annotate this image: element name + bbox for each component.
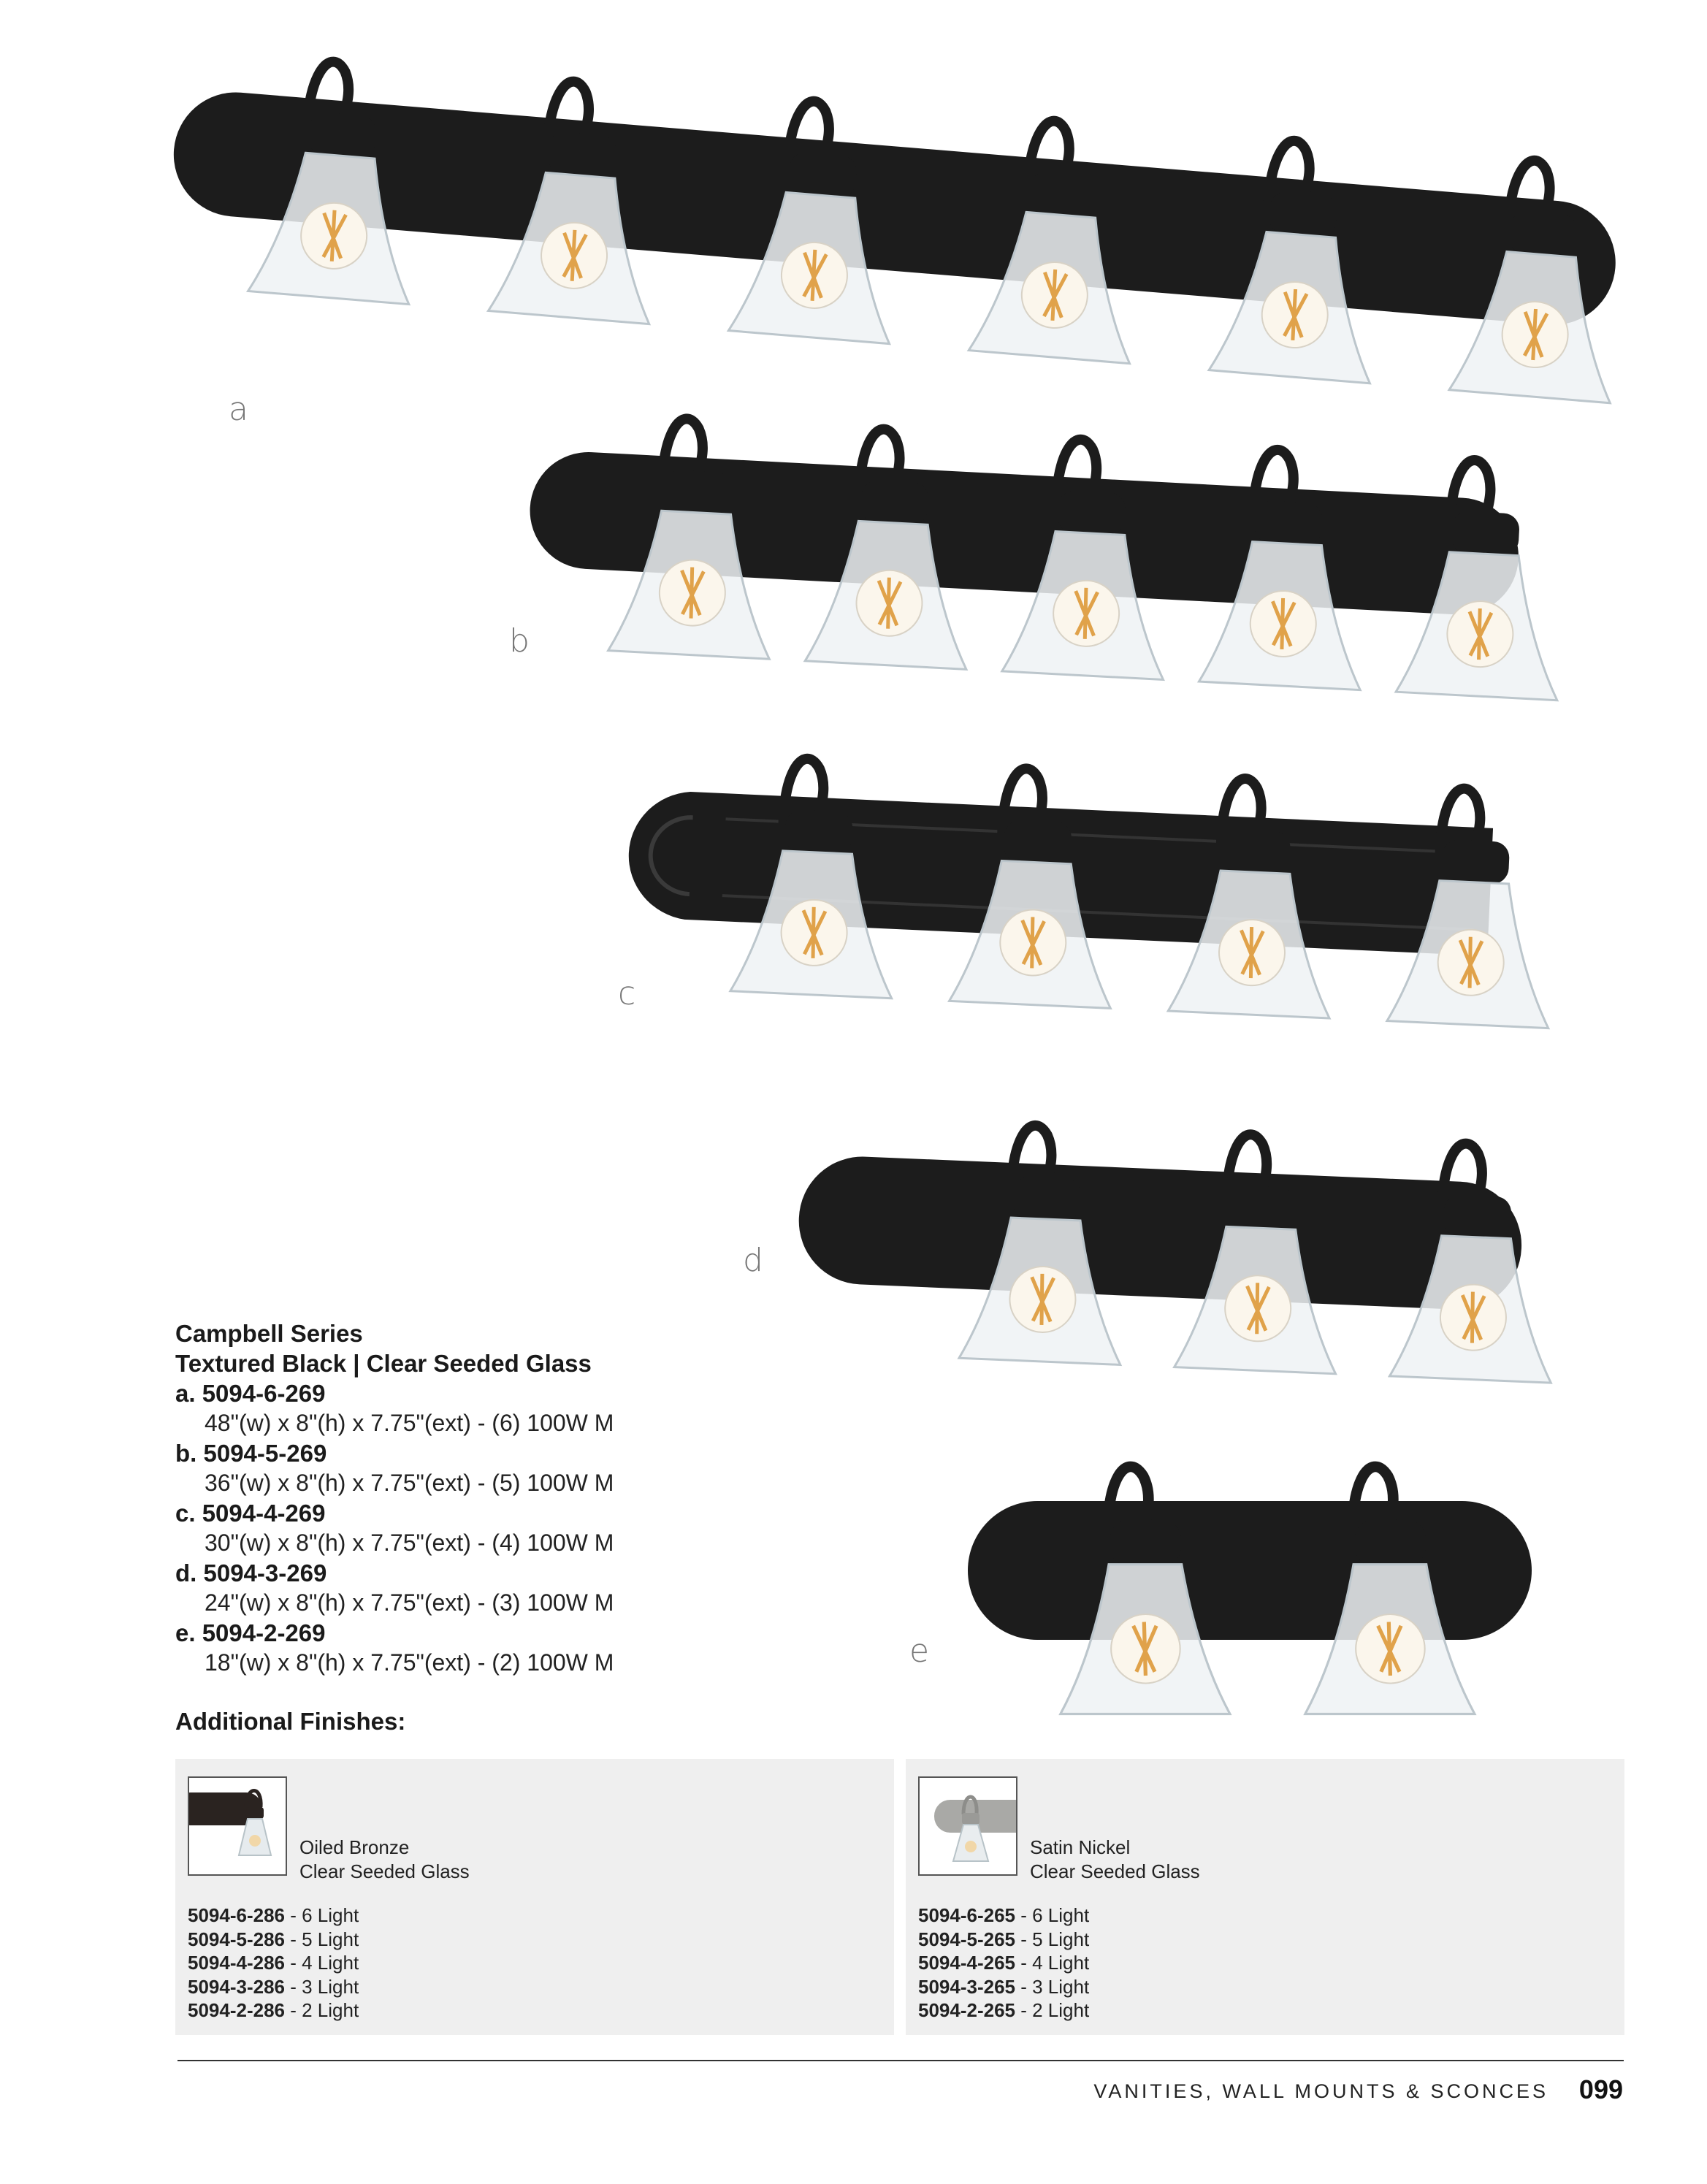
lamp-cap: [1057, 490, 1126, 536]
sku-code: 5094-5-286: [188, 1928, 285, 1950]
fixture-b-image: [535, 405, 1558, 698]
spec-block: [175, 1318, 906, 1678]
additional-finishes-title: Additional Finishes:: [175, 1708, 406, 1735]
lamp-cap: [1441, 839, 1511, 885]
oiled-bronze-thumb-svg: [189, 1778, 287, 1876]
fixture-b-svg: [535, 405, 1558, 698]
lamp-cap: [1451, 511, 1520, 557]
fixture-d-svg: [803, 1110, 1607, 1402]
footer-section-title: VANITIES, WALL MOUNTS & SCONCES: [1093, 2080, 1548, 2102]
spec-sku: c. 5094-4-269: [175, 1500, 326, 1527]
sku-desc: - 5 Light: [285, 1928, 359, 1950]
spec-dims: 36"(w) x 8"(h) x 7.75"(ext) - (5) 100W M: [205, 1470, 614, 1496]
sku-code: 5094-5-265: [918, 1928, 1015, 1950]
finish-panel-oiled-bronze: [175, 1759, 894, 2035]
sku-row: [918, 1904, 1089, 1928]
lamp-cap: [1012, 1176, 1081, 1221]
finish-name: [1030, 1836, 1200, 1884]
spec-dims: 48"(w) x 8"(h) x 7.75"(ext) - (6) 100W M: [205, 1410, 614, 1436]
sku-row: [918, 1975, 1089, 1999]
fixture-c-svg: [627, 745, 1576, 1074]
fixture-d-letter: d: [743, 1242, 763, 1279]
fixture-e-image: [968, 1461, 1552, 1738]
sku-desc: - 6 Light: [1015, 1904, 1090, 1926]
sku-code: 5094-2-265: [918, 1999, 1015, 2021]
fixture-a-letter: a: [229, 391, 248, 428]
fixture-b-letter: b: [509, 622, 530, 660]
sku-code: 5094-4-265: [918, 1952, 1015, 1974]
lamp-cap: [1443, 1194, 1512, 1240]
sku-code: 5094-3-265: [918, 1975, 1015, 1998]
spec-dims: 30"(w) x 8"(h) x 7.75"(ext) - (4) 100W M: [205, 1530, 614, 1556]
sku-desc: - 2 Light: [1015, 1999, 1090, 2021]
sku-row: [918, 1928, 1089, 1952]
spec-sku: b. 5094-5-269: [175, 1440, 327, 1467]
fixture-e-svg: [968, 1461, 1552, 1738]
lamp-cap: [307, 112, 377, 159]
sku-row: [918, 1951, 1089, 1975]
sku-desc: - 4 Light: [285, 1952, 359, 1974]
finish-thumbnail-satin-nickel: [918, 1776, 1017, 1876]
finish-name: [299, 1836, 470, 1884]
spec-sku: e. 5094-2-269: [175, 1619, 326, 1646]
lamp-cap: [1110, 1521, 1181, 1565]
sku-desc: - 4 Light: [1015, 1952, 1090, 1974]
sku-desc: - 3 Light: [285, 1975, 359, 1998]
fixture-c-letter: c: [618, 975, 636, 1012]
lamp-cap: [547, 131, 617, 179]
spec-dims: 18"(w) x 8"(h) x 7.75"(ext) - (2) 100W M: [205, 1649, 614, 1676]
sku-list: [188, 1904, 359, 2023]
finish-panel-satin-nickel: [906, 1759, 1624, 2035]
finish-name-line1: Satin Nickel: [1030, 1836, 1131, 1858]
lamp-cap: [860, 480, 929, 526]
sku-list: [918, 1904, 1089, 2023]
spec-sku: d. 5094-3-269: [175, 1559, 327, 1587]
spec-sku: a. 5094-6-269: [175, 1380, 326, 1407]
fixture-c-image: [627, 745, 1576, 1074]
series-title: Campbell Series: [175, 1320, 363, 1347]
sku-row: [188, 1998, 359, 2023]
sku-row: [188, 1904, 359, 1928]
sku-code: 5094-3-286: [188, 1975, 285, 1998]
finish-name-line2: Clear Seeded Glass: [299, 1860, 470, 1882]
lamp-cap: [1355, 1521, 1426, 1565]
lamp-cap: [784, 809, 854, 855]
fixture-e-letter: e: [909, 1633, 930, 1670]
fixture-a-svg: [183, 44, 1643, 409]
sku-row: [188, 1951, 359, 1975]
finish-thumbnail-oiled-bronze: [188, 1776, 287, 1876]
lamp-cap: [1228, 1185, 1297, 1231]
sku-desc: - 2 Light: [285, 1999, 359, 2021]
sku-code: 5094-2-286: [188, 1999, 285, 2021]
lamp-cap: [1003, 820, 1072, 865]
lamp-cap: [1508, 210, 1578, 258]
lamp-cap: [1254, 500, 1324, 546]
finish-name-line2: Clear Seeded Glass: [1030, 1860, 1200, 1882]
fixture-a-image: [183, 44, 1643, 409]
sku-desc: - 6 Light: [285, 1904, 359, 1926]
lamp-cap: [1028, 171, 1098, 218]
finish-title: Textured Black | Clear Seeded Glass: [175, 1350, 592, 1377]
spec-dims: 24"(w) x 8"(h) x 7.75"(ext) - (3) 100W M: [205, 1589, 614, 1616]
sku-desc: - 3 Light: [1015, 1975, 1090, 1998]
sku-code: 5094-4-286: [188, 1952, 285, 1974]
sku-code: 5094-6-265: [918, 1904, 1015, 1926]
footer-divider: [177, 2060, 1624, 2061]
sku-desc: - 5 Light: [1015, 1928, 1090, 1950]
fixture-d-image: [803, 1110, 1607, 1402]
satin-nickel-thumb-svg: [920, 1778, 1017, 1876]
sku-row: [918, 1998, 1089, 2023]
lamp-cap: [1222, 829, 1291, 874]
lamp-cap: [787, 151, 858, 199]
sku-row: [188, 1975, 359, 1999]
finish-name-line1: Oiled Bronze: [299, 1836, 410, 1858]
lamp-cap: [663, 469, 733, 515]
sku-code: 5094-6-286: [188, 1904, 285, 1926]
sku-row: [188, 1928, 359, 1952]
lamp-cap: [1268, 191, 1338, 238]
page-number: 099: [1578, 2074, 1623, 2104]
